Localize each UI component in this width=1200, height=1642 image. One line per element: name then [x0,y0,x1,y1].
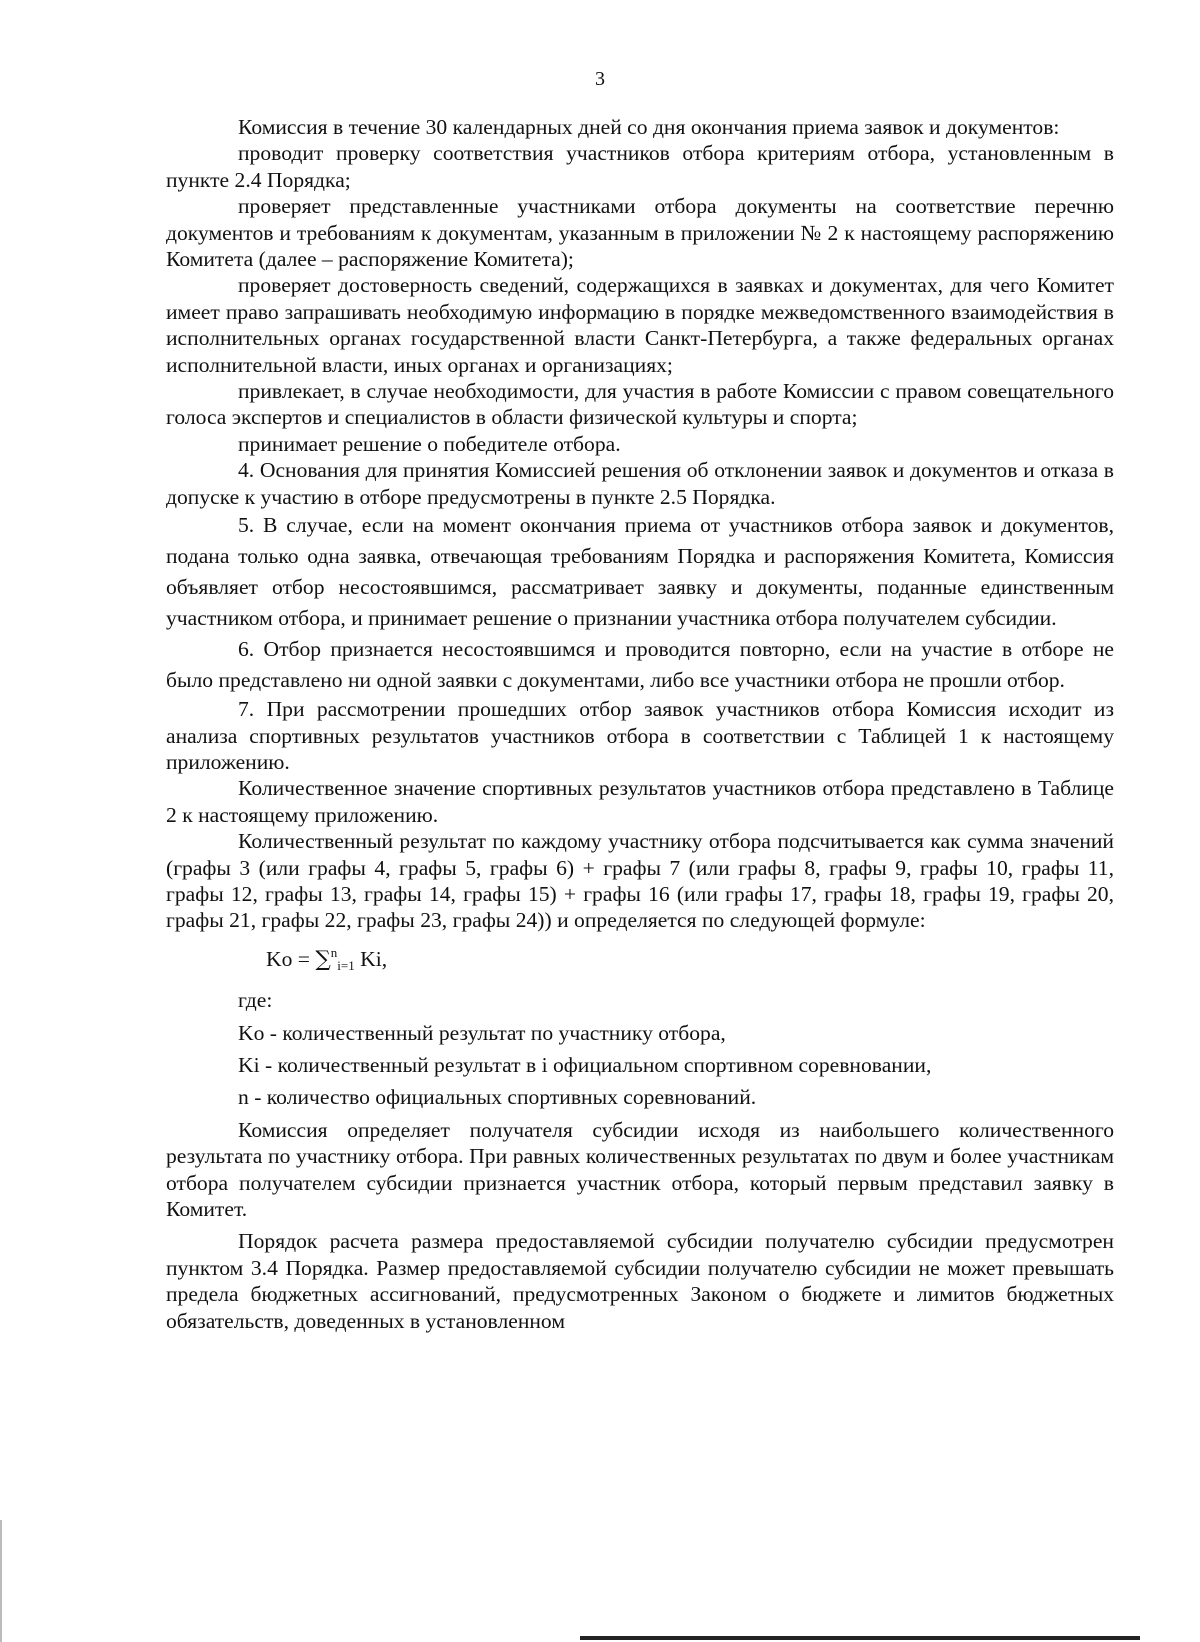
scan-bottom-line [580,1636,1140,1640]
definition-ko: Ko - количественный результат по участнику отбора, [238,1020,726,1045]
where-label: где: [238,988,273,1013]
scan-left-edge [0,1520,2,1642]
paragraph-item-4: 4. Основания для принятия Комиссией решения об отклонении заявок и документов и отказа в допуске к участию в отборе предусмотрены в пункте 2.5 Порядка. [166,458,1114,509]
paragraph-criteria-check: проводит проверку соответствия участников отбора критериям отбора, установленным в пункте 2.4 Порядка; [166,141,1114,192]
formula-rhs: Ki, [354,946,388,971]
paragraph-item-6: 6. Отбор признается несостоявшимся и проводится повторно, если на участие в отборе не было представлено ни одной заявки с документами, либо все участники отбора не прошли отбор. [166,637,1114,693]
formula-lower-limit: i=1 [337,957,355,973]
formula-upper-limit: n [330,944,338,960]
paragraph-subsidy-amount: Порядок расчета размера предоставляемой субсидии получателю субсидии предусмотрен пунктом 3.4 Порядка. Размер предоставляемой субсидии получателю субсидии не может превышать предела бюджетных ассигнований, предусмотренных Законом о бюджете и лимитов бюджетных обязательств, доведенных в установленном [166,1229,1114,1333]
paragraph-item-7: 7. При рассмотрении прошедших отбор заявок участников отбора Комиссия исходит из анализа спортивных результатов участников отбора в соответствии с Таблицей 1 к настоящему приложению. [166,697,1114,774]
formula [166,940,1114,979]
paragraph-reliability-check: проверяет достоверность сведений, содержащихся в заявках и документах, для чего Комитет имеет право запрашивать необходимую информацию в порядке межведомственного взаимодействия в исполнительных органах государственной власти Санкт-Петербурга, а также федеральных органах исполнительной власти, иных органах и организациях; [166,273,1114,377]
formula-sum-symbol: ∑ [315,946,331,972]
page-number: 3 [595,68,605,90]
paragraph-winner-decision: принимает решение о победителе отбора. [238,431,621,456]
paragraph-commission-intro: Комиссия в течение 30 календарных дней со дня окончания приема заявок и документов: [238,115,1060,139]
paragraph-recipient-selection: Комиссия определяет получателя субсидии исходя из наибольшего количественного результата по участнику отбора. При равных количественных результатах по двум и более участникам отбора получателем субсидии признается участник отбора, который первым представил заявку в Комитет. [166,1117,1114,1221]
paragraph-item-5: 5. В случае, если на момент окончания приема от участников отбора заявок и документов, подана только одна заявка, отвечающая требованиям Порядка и распоряжения Комитета, Комиссия объявляет отбор несостоявшимся, рассматривает заявку и документы, поданные единственным участником отбора, и принимает решение о признании участника отбора получателем субсидии. [166,513,1114,631]
definition-n: n - количество официальных спортивных соревнований. [238,1085,757,1110]
formula-lhs: Ko = [266,946,316,971]
document-body [166,114,1114,1334]
paragraph-calculation: Количественный результат по каждому участнику отбора подсчитывается как сумма значений (графы 3 (или графы 4, графы 5, графы 6) + графы 7 (или графы 8, графы 9, графы 10, графы 11, графы 12, графы 13, графы 14, графы 15) + графы 16 (или графы 17, графы 18, графы 19, графы 20, графы 21, графы 22, графы 23, графы 24)) и определяется по следующей формуле: [166,829,1114,933]
paragraph-quantitative-value: Количественное значение спортивных результатов участников отбора представлено в Таблице 2 к настоящему приложению. [166,776,1114,827]
paragraph-documents-check: проверяет представленные участниками отбора документы на соответствие перечню документов и требованиям к документам, указанным в приложении № 2 к настоящему распоряжению Комитета (далее – распоряжение Комитета); [166,194,1114,272]
definition-ki: Ki - количественный результат в i официальном спортивном соревновании, [238,1052,932,1077]
paragraph-experts: привлекает, в случае необходимости, для участия в работе Комиссии с правом совещательного голоса экспертов и специалистов в области физической культуры и спорта; [166,379,1114,430]
